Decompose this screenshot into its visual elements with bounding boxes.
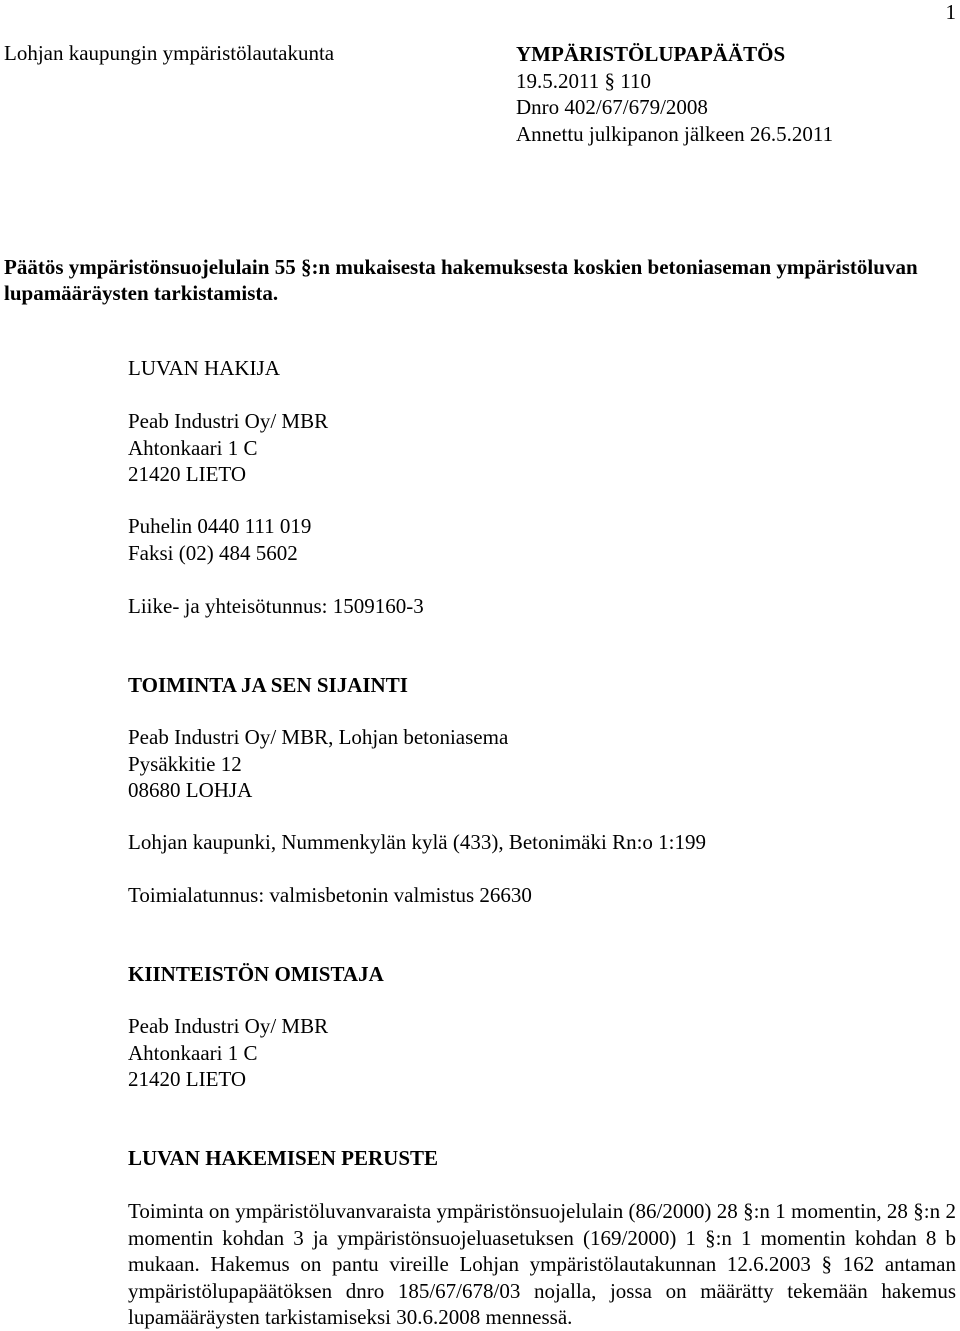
applicant-name: Peab Industri Oy/ MBR	[128, 409, 329, 433]
owner-name: Peab Industri Oy/ MBR	[128, 1014, 329, 1038]
operation-address	[128, 724, 956, 804]
decision-date-number: 19.5.2011 § 110	[516, 68, 651, 93]
operation-postal: 08680 LOHJA	[128, 778, 253, 802]
applicant-contact	[128, 513, 956, 566]
document-type: YMPÄRISTÖLUPAPÄÄTÖS	[516, 42, 786, 66]
operation-name: Peab Industri Oy/ MBR, Lohjan betoniasema	[128, 725, 509, 749]
basis-paragraph: Toiminta on ympäristöluvanvaraista ympäristönsuojelulain (86/2000) 28 §:n 1 momentin, 28 §:n 2 momentin kohdan 3 ja ympäristönsuojeluasetuksen (169/2000) 1 §:n 1 momentin kohdan 8 b mukaan. Hakemus on pantu vireille Lohjan ympäristölautakunnan 12.6.2003 § 162 antaman ympäristölupapäätöksen dnro 185/67/678/03 nojalla, jossa on määrätty tekemään hakemus lupamääräysten tarkistamiseksi 30.6.2008 mennessä.	[128, 1199, 956, 1329]
applicant-fax: Faksi (02) 484 5602	[128, 540, 298, 565]
operation-heading: TOIMINTA JA SEN SIJAINTI	[128, 673, 408, 697]
basis-heading: LUVAN HAKEMISEN PERUSTE	[128, 1146, 439, 1170]
dnro: Dnro 402/67/679/2008	[516, 95, 708, 119]
applicant-business-id: Liike- ja yhteisötunnus: 1509160-3	[128, 594, 424, 618]
decision-subject: Päätös ympäristönsuojelulain 55 §:n mukaisesta hakemuksesta koskien betoniaseman ympäristöluvan lupamääräysten tarkistamista.	[4, 255, 918, 305]
page-number: 1	[945, 0, 956, 24]
operation-industry: Toimialatunnus: valmisbetonin valmistus 26630	[128, 883, 532, 907]
document-header	[516, 41, 833, 147]
publication-date: Annettu julkipanon jälkeen 26.5.2011	[516, 121, 834, 146]
applicant-address	[128, 408, 956, 488]
applicant-street: Ahtonkaari 1 C	[128, 435, 258, 460]
applicant-phone: Puhelin 0440 111 019	[128, 514, 312, 538]
applicant-heading-text: LUVAN HAKIJA	[128, 356, 280, 380]
owner-postal: 21420 LIETO	[128, 1067, 247, 1091]
owner-heading: KIINTEISTÖN OMISTAJA	[128, 962, 384, 986]
owner-address	[128, 1013, 956, 1093]
applicant-heading	[128, 355, 956, 382]
organization-name: Lohjan kaupungin ympäristölautakunta	[4, 41, 335, 65]
owner-street: Ahtonkaari 1 C	[128, 1040, 258, 1065]
operation-property: Lohjan kaupunki, Nummenkylän kylä (433), Betonimäki Rn:o 1:199	[128, 830, 707, 854]
operation-street: Pysäkkitie 12	[128, 751, 242, 776]
applicant-postal: 21420 LIETO	[128, 462, 247, 486]
